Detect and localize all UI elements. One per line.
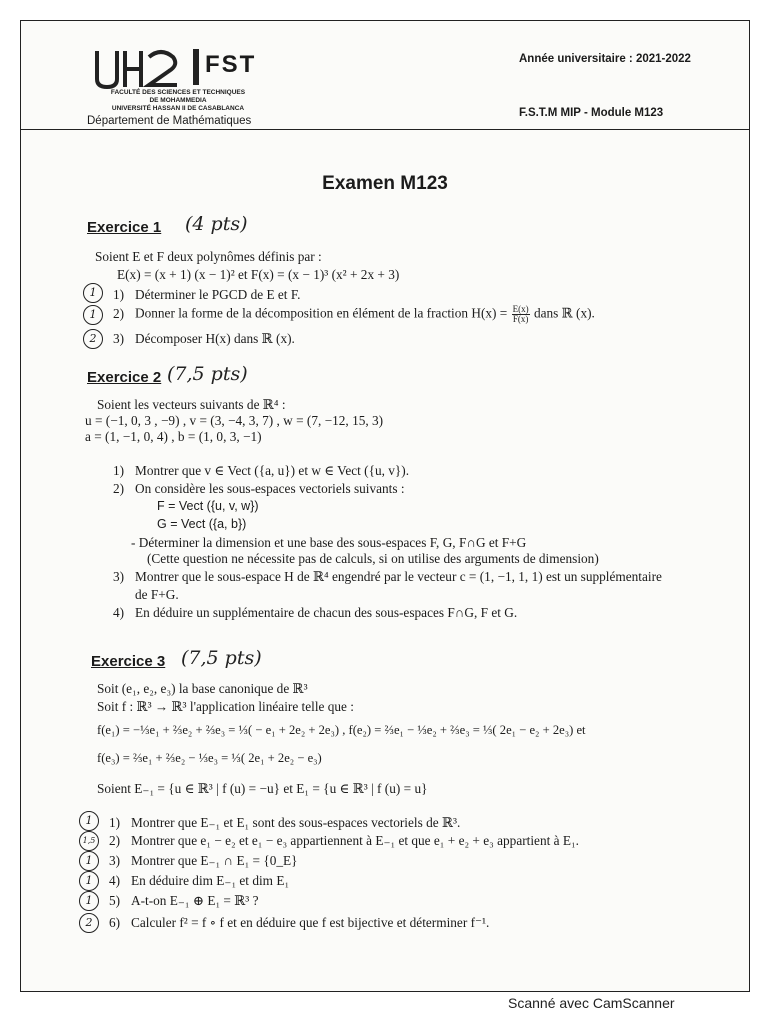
- university-logo-icon: [93, 47, 185, 91]
- eigenspace-definitions: Soient E₋₁ = {u ∈ ℝ³ | f (u) = −u} et E₁ = {u ∈ ℝ³ | f (u) = u}: [97, 781, 428, 796]
- exercise3-heading: Exercice 3: [91, 653, 166, 670]
- question-text: On considère les sous-espaces vectoriels suivants :: [135, 481, 405, 496]
- f-definition-line1: f(e₁) = −⅓e₁ + ⅔e₂ + ⅔e₃ = ⅓( − e₁ + 2e₂ + 2e₃) , f(e₂) = ⅔e₁ − ⅓e₂ + ⅔e₃ = ⅓( 2e₁ − e₂ + 2e₃) et: [97, 723, 586, 737]
- exercise1-q1: [113, 287, 300, 303]
- exercise2-q3-continued: de F+G.: [135, 587, 179, 602]
- fraction-e-over-f: [512, 305, 530, 324]
- score-mark-circle: 2: [79, 913, 99, 933]
- faculty-line3: UNIVERSITÉ HASSAN II DE CASABLANCA: [111, 105, 245, 112]
- scanner-watermark: Scanné avec CamScanner: [508, 995, 675, 1011]
- exercise1-points: (4 pts): [185, 213, 248, 235]
- exercise3-q5: [109, 893, 259, 909]
- faculty-line1: FACULTÉ DES SCIENCES ET TECHNIQUES: [110, 89, 246, 96]
- question-number: 6): [109, 915, 121, 930]
- exercise3-points: (7,5 pts): [181, 647, 262, 669]
- question-text: En déduire un supplémentaire de chacun des sous-espaces F∩G, F et G.: [135, 605, 518, 620]
- score-mark-circle: 2: [83, 329, 103, 349]
- exercise2-q2: [113, 481, 405, 497]
- question-number: 2): [113, 481, 125, 496]
- fraction-denominator: F(x): [512, 314, 529, 324]
- module-label: F.S.T.M MIP - Module M123: [519, 107, 664, 119]
- exercise1-intro: Soient E et F deux polynômes définis par :: [95, 249, 322, 264]
- exercise2-q3: [113, 569, 662, 585]
- exercise2-q2-determine: - Déterminer la dimension et une base des sous-espaces F, G, F∩G et F+G: [131, 535, 527, 550]
- subspace-G: G = Vect ({a, b}): [157, 517, 247, 531]
- question-text: Montrer que E₋₁ et E₁ sont des sous-espaces vectoriels de ℝ³.: [131, 815, 461, 830]
- question-number: 2): [113, 305, 125, 321]
- question-number: 4): [109, 873, 121, 888]
- exercise1-heading: Exercice 1: [87, 219, 162, 236]
- exercise2-vectors-line1: u = (−1, 0, 3 , −9) , v = (3, −4, 3, 7) , w = (7, −12, 15, 3): [85, 413, 384, 428]
- score-mark-circle: 1: [79, 851, 99, 871]
- exercise3-q1: [109, 815, 460, 831]
- question-number: 3): [113, 569, 125, 584]
- exercise2-q2-note: (Cette question ne nécessite pas de calculs, si on utilise des arguments de dimension): [147, 551, 599, 566]
- question-number: 1): [113, 463, 125, 478]
- exam-sheet: [20, 20, 750, 992]
- logo-divider: [193, 49, 199, 85]
- exercise3-q2: [109, 833, 579, 849]
- exercise2-vectors-line2: a = (1, −1, 0, 4) , b = (1, 0, 3, −1): [85, 429, 262, 444]
- question-text: Montrer que le sous-espace H de ℝ⁴ engendré par le vecteur c = (1, −1, 1, 1) est un supplémentaire: [135, 569, 662, 584]
- question-text: Montrer que E₋₁ ∩ E₁ = {0_E}: [131, 853, 298, 868]
- question-text: Montrer que v ∈ Vect ({a, u}) et w ∈ Vect ({u, v}).: [135, 463, 410, 478]
- question-text: Déterminer le PGCD de E et F.: [135, 287, 301, 302]
- department: Département de Mathématiques: [87, 115, 252, 127]
- question-number: 3): [113, 331, 125, 346]
- score-mark-circle: 1: [79, 891, 99, 911]
- score-mark-circle: 1: [83, 283, 103, 303]
- exercise2-intro: Soient les vecteurs suivants de ℝ⁴ :: [97, 397, 286, 412]
- question-text: Calculer f² = f ∘ f et en déduire que f est bijective et déterminer f⁻¹.: [131, 915, 490, 930]
- question-text: En déduire dim E₋₁ et dim E₁: [131, 873, 290, 888]
- exercise1-definitions: E(x) = (x + 1) (x − 1)² et F(x) = (x − 1)³ (x² + 2x + 3): [117, 267, 400, 282]
- exercise3-intro2: Soit f : ℝ³ → ℝ³ l'application linéaire telle que :: [97, 699, 354, 714]
- subspace-F: F = Vect ({u, v, w}): [157, 499, 259, 513]
- fraction-numerator: E(x): [512, 304, 529, 314]
- header-divider: [21, 129, 749, 130]
- exercise2-q1: [113, 463, 409, 479]
- f-definition-line2: f(e₃) = ⅔e₁ + ⅔e₂ − ⅓e₃ = ⅓( 2e₁ + 2e₂ − e₃): [97, 751, 322, 765]
- logo-fst: FST: [205, 51, 257, 78]
- score-mark-circle: 1: [83, 305, 103, 325]
- exercise2-points: (7,5 pts): [167, 363, 248, 385]
- question-text: Décomposer H(x) dans ℝ (x).: [135, 331, 295, 346]
- question-number: 4): [113, 605, 125, 620]
- exercise3-q3: [109, 853, 298, 869]
- score-mark-circle: 1: [79, 871, 99, 891]
- question-number: 2): [109, 833, 121, 848]
- faculty-line2: DE MOHAMMEDIA: [149, 97, 207, 104]
- exercise1-q3: [113, 331, 295, 347]
- question-number: 1): [113, 287, 125, 302]
- exam-title: Examen M123: [322, 173, 448, 194]
- exercise3-q4: [109, 873, 289, 889]
- score-mark-circle: 1,5: [79, 831, 99, 851]
- exercise3-intro1: Soit (e₁, e₂, e₃) la base canonique de ℝ³: [97, 681, 308, 696]
- exercise2-heading: Exercice 2: [87, 369, 162, 386]
- question-number: 3): [109, 853, 121, 868]
- academic-year: Année universitaire : 2021-2022: [519, 53, 691, 65]
- exercise2-q4: [113, 605, 517, 621]
- question-text: Montrer que e₁ − e₂ et e₁ − e₃ appartiennent à E₋₁ et que e₁ + e₂ + e₃ appartient à E₁.: [131, 833, 579, 848]
- question-number: 5): [109, 893, 121, 908]
- question-number: 1): [109, 815, 121, 830]
- question-text: dans ℝ (x).: [533, 305, 595, 321]
- exercise1-q2: [113, 305, 595, 324]
- exercise3-q6: [109, 915, 489, 931]
- question-text: Donner la forme de la décomposition en élément de la fraction H(x) =: [135, 305, 508, 321]
- question-text: A-t-on E₋₁ ⊕ E₁ = ℝ³ ?: [131, 893, 259, 908]
- score-mark-circle: 1: [79, 811, 99, 831]
